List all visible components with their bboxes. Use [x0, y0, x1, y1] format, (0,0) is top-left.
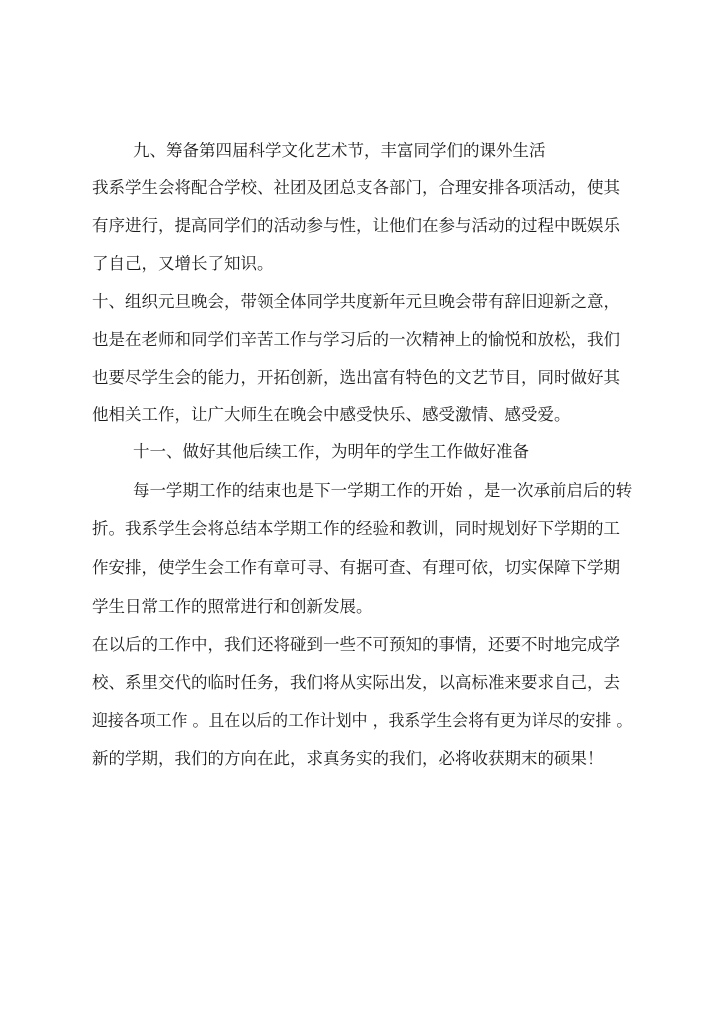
section-11-heading: 十一、做好其他后续工作，为明年的学生工作做好准备 [133, 442, 529, 461]
body-text-line: 也要尽学生会的能力，开拓创新，选出富有特色的文艺节目，同时做好其 [92, 368, 620, 387]
section-10-heading: 十、组织元旦晚会，带领全体同学共度新年元旦晚会带有辞旧迎新之意， [92, 292, 620, 311]
body-text-line: 迎接各项工作 。且在以后的工作计划中 ，我系学生会将有更为详尽的安排 。 [92, 711, 633, 730]
body-text-line: 校、系里交代的临时任务，我们将从实际出发，以高标准来要求自己，去 [92, 673, 620, 692]
body-text-line: 折。我系学生会将总结本学期工作的经验和教训，同时规划好下学期的工 [92, 519, 620, 538]
section-9-heading: 九、筹备第四届科学文化艺术节，丰富同学们的课外生活 [133, 141, 546, 160]
body-text-line: 他相关工作，让广大师生在晚会中感受快乐、感受激情、感受爱。 [92, 405, 571, 424]
body-text-line: 作安排，使学生会工作有章可寻、有据可查、有理可依，切实保障下学期 [92, 558, 620, 577]
body-text-line: 每一学期工作的结束也是下一学期工作的开始 ，是一次承前启后的转 [133, 481, 633, 500]
body-text-line: 也是在老师和同学们辛苦工作与学习后的一次精神上的愉悦和放松，我们 [92, 330, 620, 349]
body-text-line: 了自己，又增长了知识。 [92, 254, 274, 273]
body-text-line: 我系学生会将配合学校、社团及团总支各部门，合理安排各项活动，使其 [92, 178, 620, 197]
body-text-line: 学生日常工作的照常进行和创新发展。 [92, 597, 373, 616]
body-text-line: 在以后的工作中，我们还将碰到一些不可预知的事情，还要不时地完成学 [92, 635, 620, 654]
body-text-line: 新的学期，我们的方向在此，求真务实的我们，必将收获期末的硕果！ [92, 749, 604, 768]
body-text-line: 有序进行，提高同学们的活动参与性，让他们在参与活动的过程中既娱乐 [92, 216, 620, 235]
